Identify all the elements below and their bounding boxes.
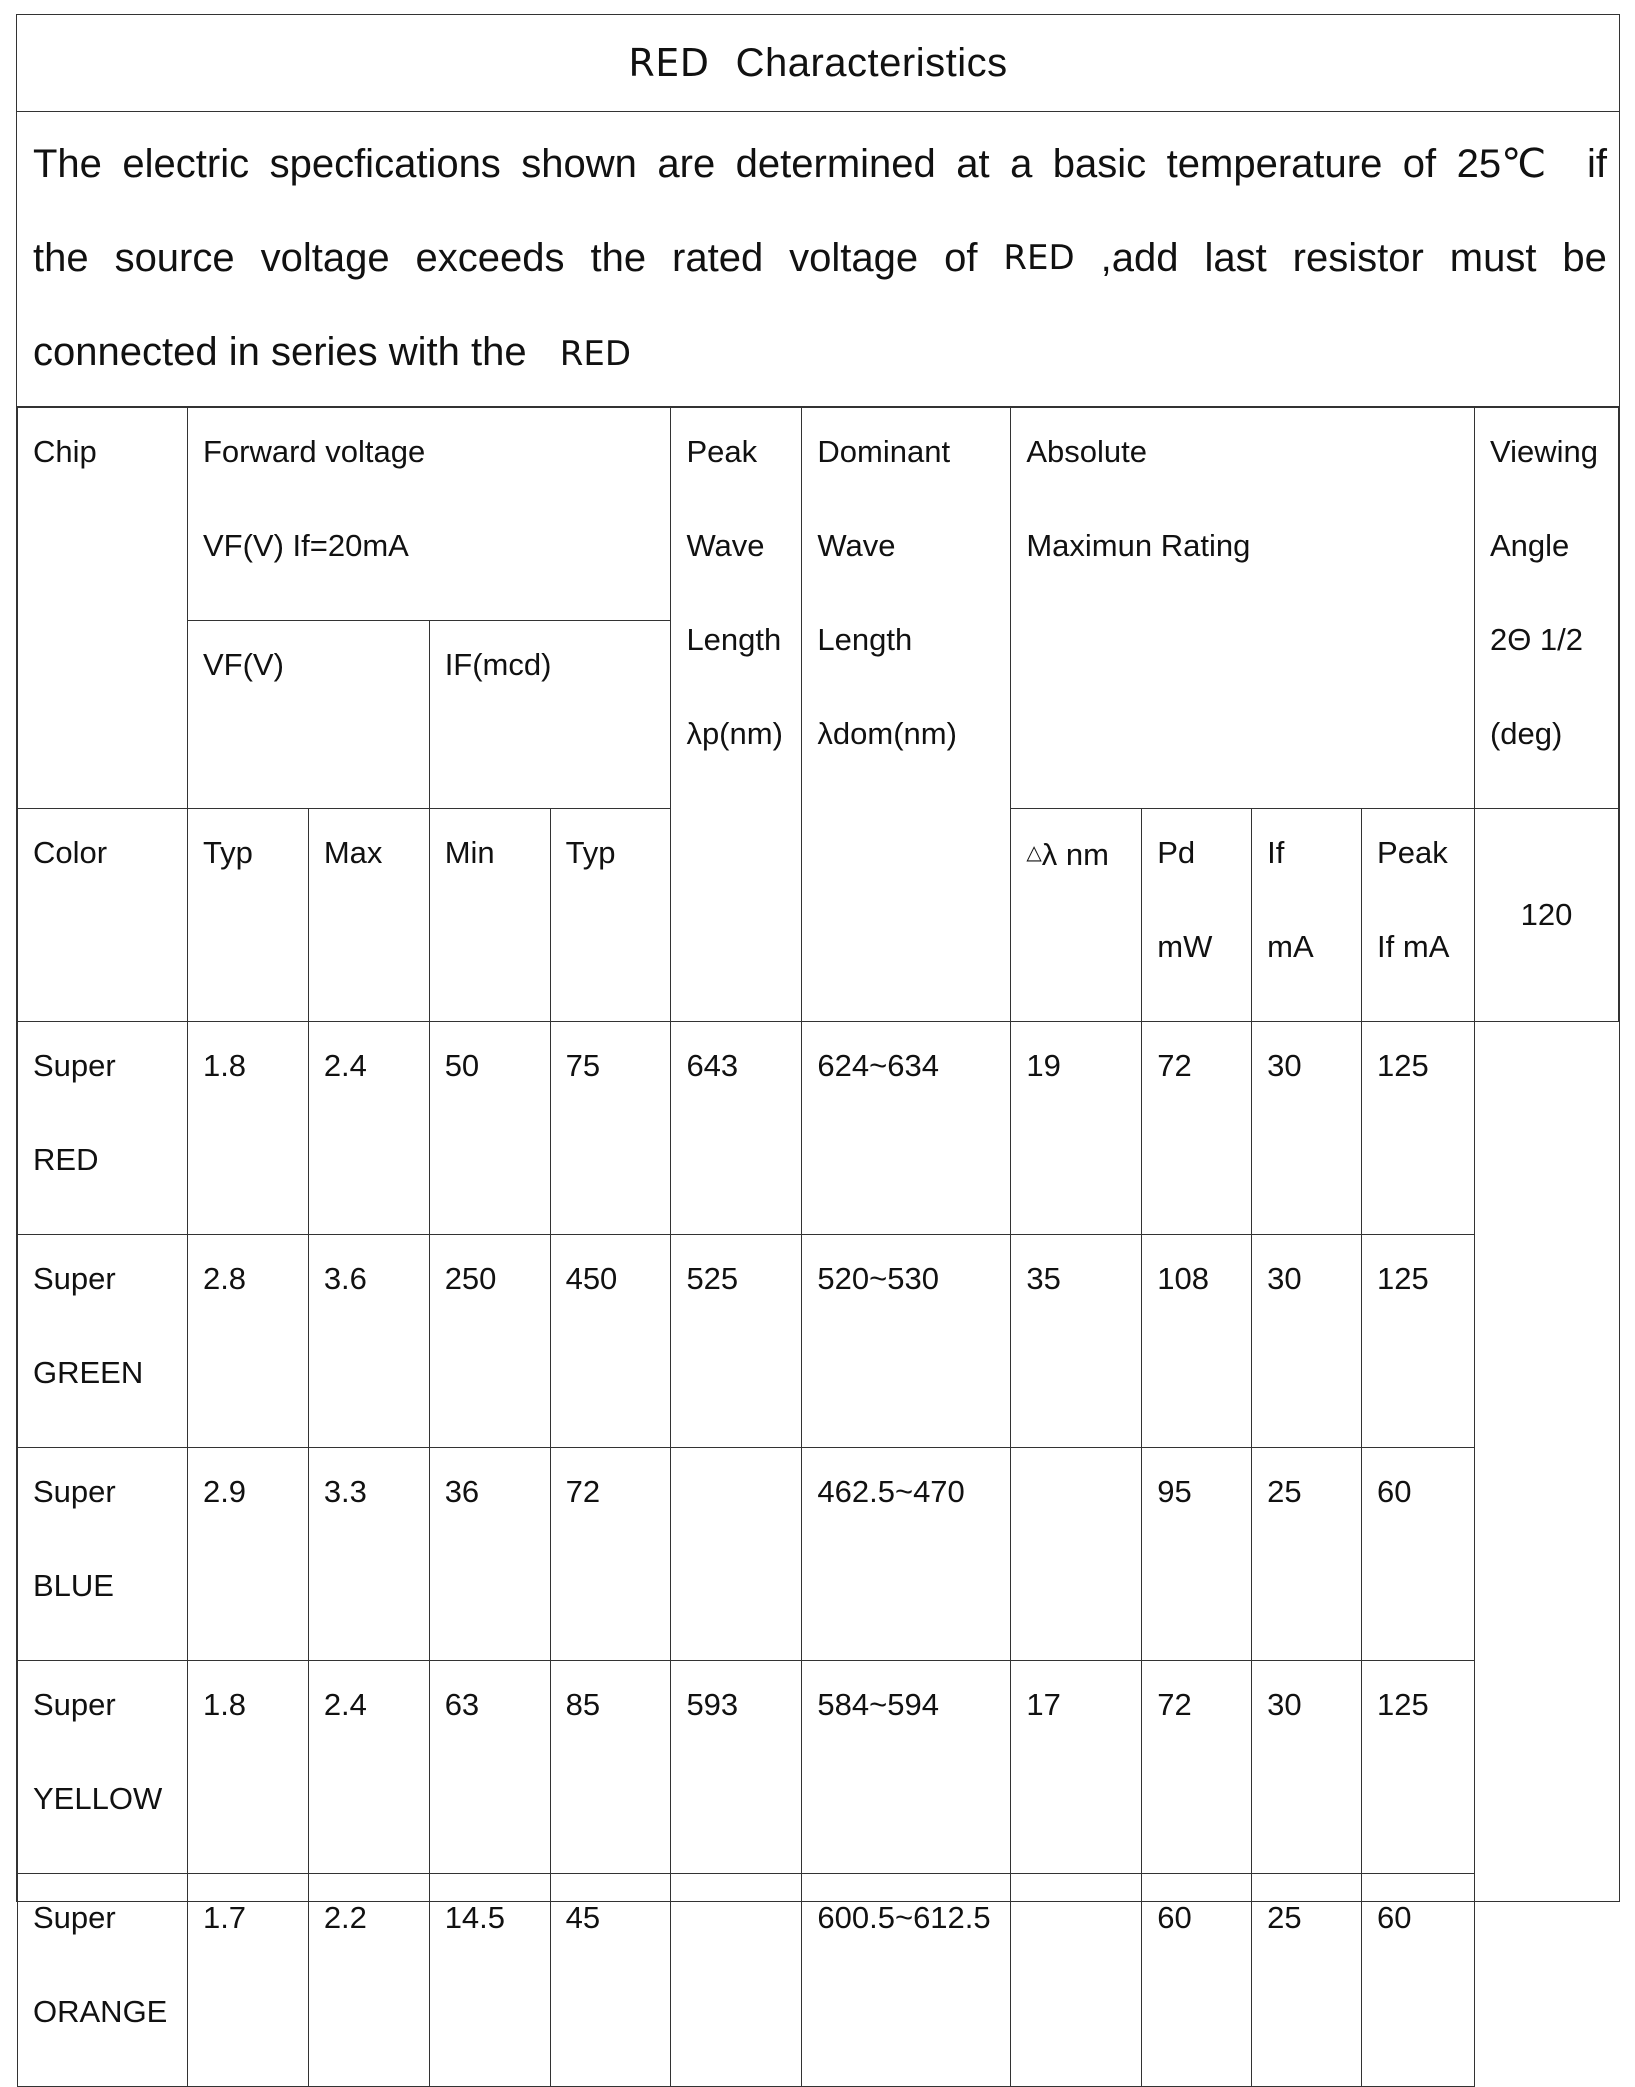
intro-paragraph xyxy=(17,111,1619,407)
cell-dominant: 462.5~470 xyxy=(802,1448,1011,1661)
cell-peak: 525 xyxy=(671,1235,802,1448)
intro-line-1-word: are xyxy=(657,142,716,186)
cell-dominant: 624~634 xyxy=(802,1022,1011,1235)
intro-line-1-word: The xyxy=(33,142,102,186)
header-vf: VF(V) xyxy=(187,621,429,809)
cell-color: Super BLUE xyxy=(18,1448,188,1661)
cell-vf-typ: 1.8 xyxy=(187,1022,308,1235)
intro-line-2-chip: RED xyxy=(1003,238,1075,278)
intro-line-2-word: last xyxy=(1204,236,1267,280)
cell-vf-typ: 1.8 xyxy=(187,1661,308,1874)
intro-line-1 xyxy=(33,117,1607,211)
cell-dominant: 520~530 xyxy=(802,1235,1011,1448)
intro-line-2-word: voltage xyxy=(789,236,919,280)
cell-dominant: 600.5~612.5 xyxy=(802,1874,1011,2087)
cell-iv-min: 36 xyxy=(429,1448,550,1661)
cell-delta xyxy=(1011,1448,1142,1661)
header-color: Color xyxy=(18,809,188,1022)
intro-line-1-word: basic xyxy=(1052,142,1147,186)
cell-vf-max: 3.3 xyxy=(308,1448,429,1661)
intro-line-1-word: of xyxy=(1402,142,1437,186)
header-forward-voltage: Forward voltage VF(V) If=20mA xyxy=(187,408,670,621)
cell-if: 30 xyxy=(1252,1022,1362,1235)
cell-iv-min: 63 xyxy=(429,1661,550,1874)
cell-pd: 95 xyxy=(1142,1448,1252,1661)
cell-color: Super ORANGE xyxy=(18,1874,188,2087)
header-if-mcd: IF(mcd) xyxy=(429,621,671,809)
header-absolute-max: Absolute Maximun Rating xyxy=(1011,408,1475,809)
intro-line-1-word: temperature xyxy=(1166,142,1383,186)
cell-delta: 19 xyxy=(1011,1022,1142,1235)
cell-color: Super YELLOW xyxy=(18,1661,188,1874)
intro-line-2-word: the xyxy=(33,236,89,280)
cell-vf-max: 3.6 xyxy=(308,1235,429,1448)
cell-iv-typ: 85 xyxy=(550,1661,671,1874)
cell-dominant: 584~594 xyxy=(802,1661,1011,1874)
cell-peak xyxy=(671,1874,802,2087)
cell-pd: 72 xyxy=(1142,1022,1252,1235)
cell-pd: 108 xyxy=(1142,1235,1252,1448)
header-iv-typ: Typ xyxy=(550,809,671,1022)
cell-vf-typ: 2.8 xyxy=(187,1235,308,1448)
cell-peak-if: 60 xyxy=(1362,1448,1475,1661)
intro-line-3 xyxy=(33,305,1607,399)
cell-iv-min: 250 xyxy=(429,1235,550,1448)
table-row xyxy=(18,1874,1619,2087)
cell-if: 25 xyxy=(1252,1874,1362,2087)
cell-if: 30 xyxy=(1252,1235,1362,1448)
cell-vf-max: 2.2 xyxy=(308,1874,429,2087)
cell-iv-min: 50 xyxy=(429,1022,550,1235)
cell-peak-if: 125 xyxy=(1362,1235,1475,1448)
intro-line-3-chip: RED xyxy=(559,334,632,374)
cell-delta: 35 xyxy=(1011,1235,1142,1448)
header-dominant-wavelength: Dominant Wave Length λdom(nm) xyxy=(802,408,1011,809)
cell-iv-typ: 450 xyxy=(550,1235,671,1448)
cell-vf-typ: 1.7 xyxy=(187,1874,308,2087)
cell-peak-if: 125 xyxy=(1362,1022,1475,1235)
cell-peak-if: 125 xyxy=(1362,1661,1475,1874)
cell-vf-max: 2.4 xyxy=(308,1661,429,1874)
header-peak-wavelength: Peak Wave Length λp(nm) xyxy=(671,408,802,809)
header-chip: Chip xyxy=(18,408,188,809)
header-dominant-blank xyxy=(802,809,1011,1022)
cell-if: 30 xyxy=(1252,1661,1362,1874)
spec-sheet xyxy=(16,14,1620,2029)
cell-peak xyxy=(671,1448,802,1661)
title-text: Characteristics xyxy=(735,40,1008,85)
cell-delta: 17 xyxy=(1011,1661,1142,1874)
header-pd: Pd mW xyxy=(1142,809,1252,1022)
intro-line-1-word: electric xyxy=(122,142,250,186)
intro-line-1-word: shown xyxy=(521,142,637,186)
intro-line-1-word: 25℃ xyxy=(1456,142,1547,186)
table-row xyxy=(18,1235,1619,1448)
intro-line-2-word: source xyxy=(114,236,235,280)
header-peak-blank xyxy=(671,809,802,1022)
intro-line-1-word: a xyxy=(1010,142,1033,186)
intro-line-1-word: determined xyxy=(735,142,936,186)
intro-line-2-word: the xyxy=(590,236,647,280)
intro-line-2-word: be xyxy=(1562,236,1607,280)
table-row xyxy=(18,1022,1619,1235)
cell-iv-typ: 45 xyxy=(550,1874,671,2087)
title-chip: RED xyxy=(628,41,710,85)
page-title xyxy=(17,15,1619,112)
header-iv-min: Min xyxy=(429,809,550,1022)
intro-line-1-word: at xyxy=(956,142,990,186)
cell-pd: 60 xyxy=(1142,1874,1252,2087)
cell-peak: 593 xyxy=(671,1661,802,1874)
cell-delta xyxy=(1011,1874,1142,2087)
viewing-angle-value: 120 xyxy=(1474,809,1618,1022)
table-row xyxy=(18,1661,1619,1874)
header-delta-lambda: △λ nm xyxy=(1011,809,1142,1022)
cell-vf-typ: 2.9 xyxy=(187,1448,308,1661)
intro-line-2-word: must xyxy=(1449,236,1537,280)
spec-table xyxy=(17,407,1619,2087)
cell-color: Super RED xyxy=(18,1022,188,1235)
cell-peak: 643 xyxy=(671,1022,802,1235)
intro-line-2-word: exceeds xyxy=(415,236,565,280)
intro-line-2-word: rated xyxy=(672,236,764,280)
cell-if: 25 xyxy=(1252,1448,1362,1661)
intro-line-2-word: resistor xyxy=(1292,236,1424,280)
cell-color: Super GREEN xyxy=(18,1235,188,1448)
header-vf-typ: Typ xyxy=(187,809,308,1022)
cell-pd: 72 xyxy=(1142,1661,1252,1874)
header-peak-if: Peak If mA xyxy=(1362,809,1475,1022)
intro-line-2-word: ,add xyxy=(1100,236,1179,280)
intro-line-1-word: specfications xyxy=(269,142,501,186)
intro-line-2-word: voltage xyxy=(260,236,390,280)
cell-peak-if: 60 xyxy=(1362,1874,1475,2087)
table-row xyxy=(18,1448,1619,1661)
intro-line-2 xyxy=(33,211,1607,305)
intro-line-1-word: if xyxy=(1586,142,1607,186)
intro-line-3-text: connected in series with the xyxy=(33,330,527,374)
cell-iv-typ: 72 xyxy=(550,1448,671,1661)
intro-line-2-word: of xyxy=(944,236,978,280)
header-vf-max: Max xyxy=(308,809,429,1022)
header-if-ma: If mA xyxy=(1252,809,1362,1022)
cell-iv-min: 14.5 xyxy=(429,1874,550,2087)
cell-vf-max: 2.4 xyxy=(308,1022,429,1235)
header-viewing-angle: Viewing Angle 2Θ 1/2 (deg) xyxy=(1474,408,1618,809)
cell-iv-typ: 75 xyxy=(550,1022,671,1235)
